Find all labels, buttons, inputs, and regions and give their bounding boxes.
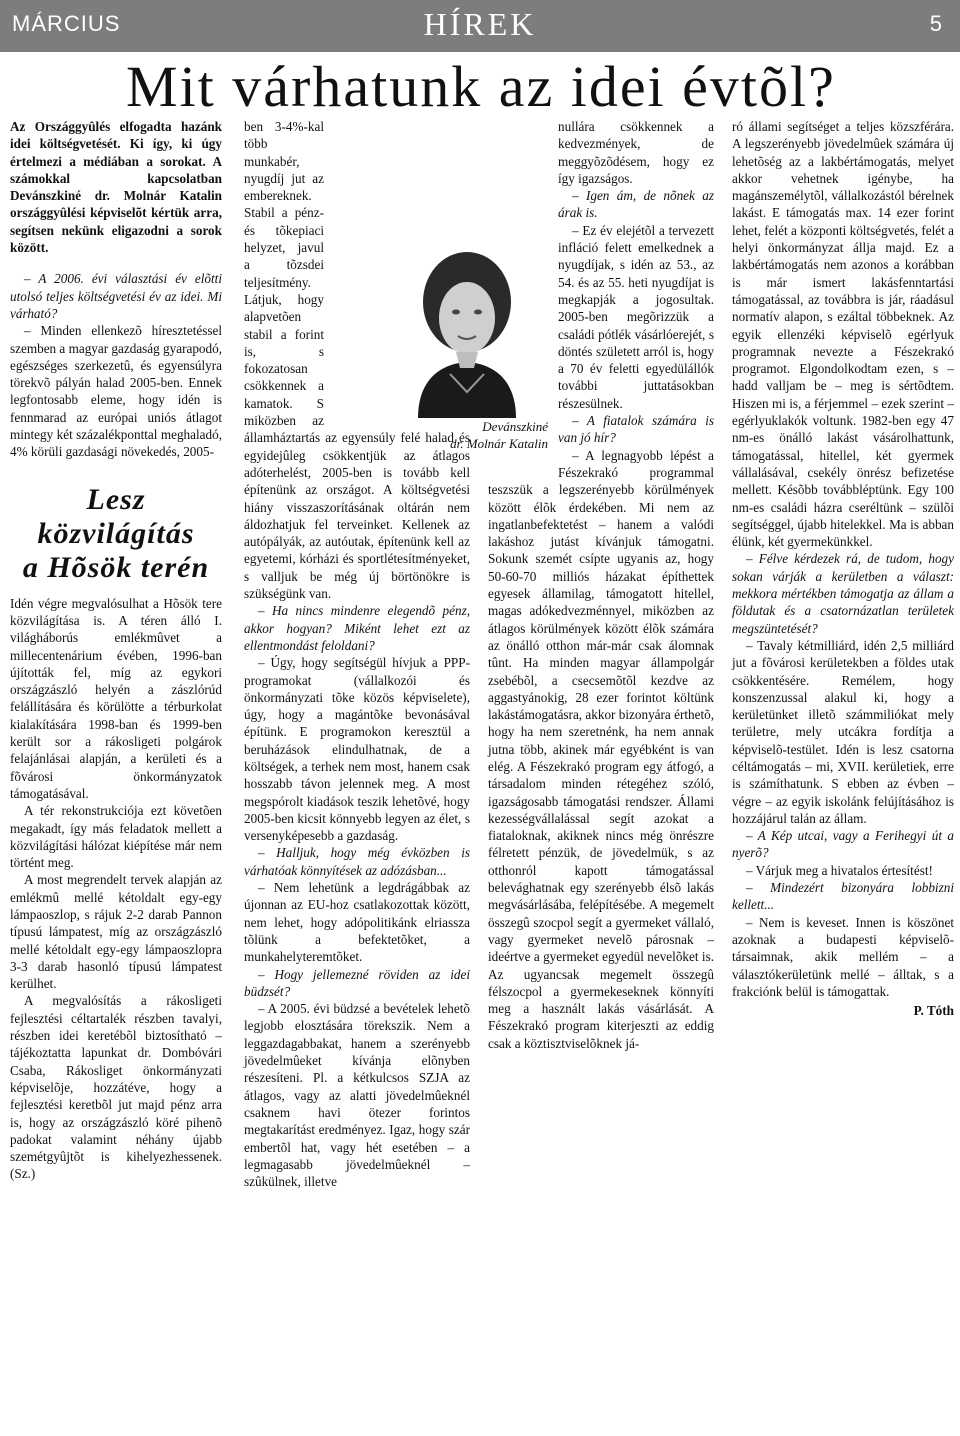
interview-question: – A fiatalok számára is van jó hír? [558, 413, 714, 446]
sidebar-title [10, 483, 222, 585]
sidebar-title-line-2: a Hõsök terén [22, 550, 210, 584]
column-1 [10, 118, 222, 1183]
interview-question: – A Kép utcai, vagy a Ferihegyi út a nyerõ? [732, 828, 954, 861]
interview-answer: – Minden ellenkezõ híresztetéssel szemben a magyar gazdaság gyarapodó, egészséges szerkezetû, és egyensúlyra törekvõ pályán halad 2005-ben. Ennek legfontosabb eleme, hogy idén is fennmarad az európai uniós átlagot mintegy két százalékponttal meghaladó, 4% körüli gazdasági növekedés, 2005- [10, 323, 223, 460]
interview-answer: – A legnagyobb lépést a Fészekrakó programmal teszszük a legszerényebb körülmények között élõk érdekében. Mi nem az ingatlanbefektetést – hanem a valódi lakáshoz jutást kívánjuk támogatni. Sokunk szemét csípte ugyanis az, hogy 50-60-70 milliós házakat építhettek egyesek államilag, támogatott hitellel, magas adókedvezménnyel, miközben az átlagos körülmények között élõk számára az önálló otthon már-már csak álomnak tûnt. Ha minden magyar állampolgár zsebébõl, a csecsemõtõl kezdve az aggastyánokig, 28 ezer forintot költünk lakástámogatásra, akkor bizonyára érthetõ, hogy ha nem szeretnénk, ha nem annak jutna több, akinek már egyébként is van elég. A Fészekrakó program egy átfogó, a társadalom minden rétegéhez szóló, igazságosabb támogatási rendszer. Állami kezességvállalással segít azokat a fiataloknak, akiknek nincs még önrészre félretett pénzük, de jövedelmük, s az otthonról kapott támogatással belevághatnak egy szerényebb élsõ lakás megvásárlásába, felépítésébe. A megemelt összegû szocpol segít a gyermeket vállaló, vagy gyermeket nevelõ párosnak – ideértve a gyermeket egyedül nevelõket is. Az ugyancsak megemelt összegû félszocpol a gyermekeseknek könnyíti meg a használt lakás vásárlását. A Fészekrakó program kiterjeszti az eddig csak a köztisztviselõknek já- [488, 447, 714, 1051]
interview-question: – Félve kérdezek rá, de tudom, hogy sokan várják a kerületben a választ: mekkora mértékben támogatja az állam a földutak és a csatornázatlan területek megszüntetését? [732, 551, 954, 636]
interview-answer: – Tavaly kétmilliárd, idén 2,5 milliárd jut a fõvárosi kerületekben a földes utak csökkentésére. Remélem, hogy konszenzussal alakul ki, hogy a kerületünket illetõ számmiliókat mely területre, mely utcákra fordítja a képviselõ-testület. Idén is lesz csatorna céltámogatás – mi, XVII. kerületiek, erre is számíthatunk. S ebben az évben – végre – az egyik iskolánk felújításához is hozzájárul talán az állam. [732, 637, 954, 826]
page-header [0, 0, 960, 52]
interview-question: – A 2006. évi választási év elõtti utolsó teljes költségvetési év az idei. Mi várható? [10, 271, 222, 321]
article-signature: P. Tóth [913, 1003, 954, 1019]
interview-answer: nullára csökkennek a kedvezmények, de meggyõzõdésem, hogy ez így igazságos. [558, 119, 714, 186]
header-section: HÍREK [423, 6, 537, 42]
header-month: MÁRCIUS [12, 11, 121, 36]
interview-answer: – Ez év elejétõl a tervezett infláció felett emelkednek a nyugdíjak, s idén az 53., az 54. és az 55. heti nyugdíjat is megkapják a jogosultak. 2005-ben megõrizzük a családi pótlék vásárlóerejét, s döntés született arról is, hogy a 70 év feletti egyedülállók további juttatásokban részesülnek. [558, 222, 714, 411]
interview-question: – Halljuk, hogy még évközben is várhatóak könnyítések az adózásban... [244, 845, 470, 878]
column-4-body [732, 118, 954, 1000]
column-4 [732, 118, 954, 1019]
sidebar-box [10, 483, 222, 1183]
interview-question: – Ha nincs mindenre elegendõ pénz, akkor hogyan? Miként lehet ezt az ellentmondást feloldani? [244, 603, 470, 653]
sidebar-paragraph: A tér rekonstrukciója ezt követõen megakadt, így más feladatok mellett a közvilágítási hálózat kiépítése már nem történt meg. [10, 803, 222, 871]
interview-answer: ró állami segítséget a teljes közszférára. A legszerényebb jövedelmûek számára új lehetõség az a lakbértámogatás, melyet akkor vehetnek igénybe, ha magánszemélytõl, vállalkozástól bérelnek lakást. E támogatás max. 14 ezer forint lehet, felét a központi költségvetés, felét a helyi önkormányzat állja majd. Ez a lakbértámogatás nem azonos a korábban is már ismert lakásfenntartási támogatással, az továbbra is jár, ráadásul normatív alapon, s ezáltal többeknek. Az egyik ellenzéki képviselõ egérlyuk programnak nevezte a Fészekrakó programot. Elgondolkodtam ezen, s – hadd valljam be – meg is sértõdtem. Hiszen mi is, a férjemmel – ezek szerint – egérlyuklakók voltunk. 1982-ben egy 47 nm-es önálló lakást vásárolhattunk, támogatással, hitellel, két gyermek vállalásával, csekély önrész befizetése mellett. Késõbb továbbléptünk. Egy 100 nm-es családi házra cseréltünk – szülõi segítséggel, újabb hitelekkel. Ma is abban élünk, két gyermekünkkel. [732, 119, 954, 550]
sidebar-paragraph: A most megrendelt tervek alapján az emlékmû mellé kétoldalt egy-egy lámpaoszlop, s rájuk 2-2 darab Pannon típusú lámpatest, míg az országzászló mellé kétoldalt egy-egy lámpaoszlopra 3-3 darab hasonló típusú lámpatest kerülhet. [10, 872, 222, 992]
article-title: Mit várhatunk az idei évtõl? [126, 54, 836, 119]
column-1-body [10, 270, 222, 460]
interview-question: – Igen ám, de nõnek az árak is. [558, 188, 714, 221]
interview-answer: – Úgy, hogy segítségül hívjuk a PPP-programokat (vállalkozói és önkormányzati tõke közös képviselete), úgy, hogy a magántõke bevonásával építünk. E programokon keresztül a beruházások elindulhatnak, de a költségek, a terhek nem most, hanem csak hosszabb távon jelennek meg. A most megspórolt kiadások teszik lehetõvé, hogy 2005-ben kicsit könnyebb legyen az élet, s versenyképesebb a gazdaság. [244, 655, 470, 844]
sidebar-body [10, 595, 222, 1183]
sidebar-paragraph: Idén végre megvalósulhat a Hõsök tere közvilágítása is. A téren álló I. világháborús emlékmûvet a millecentenárium évében, 1996-ban újították fel, míg az egykori országzászló helyén a zászlórúd felállítására és körülötte a térburkolat kialakítására 1998-ban és 1999-ben került sor a rákosligeti polgárok felajánlásai alapján, a kerületi és a fõvárosi önkormányzatok támogatásával. [10, 595, 222, 801]
interview-answer: – Nem is keveset. Innen is köszönet azoknak a budapesti képviselõ-társaimnak, akik mellém – a választókerületünk mellé – álltak, s a frakciónk belül is támogattak. [732, 914, 954, 999]
photo-caption-line-2: dr. Molnár Katalin [450, 436, 548, 451]
article-lead: Az Országgyûlés elfogadta hazánk idei költségvetését. Ki így, ki úgy értelmezi a médiában a sorokat. A számokkal kapcsolatban Devánszkiné dr. Molnár Katalin országgyûlési képviselõt kértük arra, segítsen nekünk eligazodni a sorok között. [10, 119, 222, 256]
interview-answer: – A 2005. évi büdzsé a bevételek lehetõ legjobb elosztására törekszik. Nem a leggazdagabbakat, hanem a szerényebb jövedelmûeket kívánja elõnyben részesíteni. Pl. a kétkulcsos SZJA az átlagos, vagy az alatti jövedelmûeknél csaknem havi ötezer forintos megtakarítást eredményez. Igaz, hogy szár embertõl hat, vagy hét esetében – a legmagasabb jövedelmûeknél – szûkülnek, illetve [244, 1001, 470, 1190]
column-3 [488, 118, 714, 1052]
interview-question: – Hogy jellemezné röviden az idei büdzsét? [244, 966, 470, 999]
header-page-number: 5 [929, 11, 942, 36]
sidebar-paragraph: A megvalósítás a rákosligeti fejlesztési céltartalék részben tavalyi, részben idei keretébõl biztosítható – tájékoztatta lapunkat dr. Dombóvári Csaba, Rákosliget önkormányzati képviselõje, hozzátéve, hogy a fejlesztési keretbõl jut majd pénz arra is, hogy az országzászló köré pihenõ padokat valamint néhány újabb szemétgyûjtõt is kihelyezhessenek. (Sz.) [10, 993, 222, 1182]
interview-question: – Mindezért bizonyára lobbizni kellett... [732, 880, 954, 913]
photo-caption-line-1: Devánszkiné [482, 419, 548, 434]
sidebar-title-line-1: Lesz közvilágítás [37, 482, 195, 550]
interview-answer: – Nem lehetünk a legdrágábbak az újonnan az EU-hoz csatlakozottak között, nem lehet, hogy adópolitikánk elriassza tõlünk a befektetõket, a munkahelyteremtõket. [244, 880, 470, 965]
interview-answer: – Várjuk meg a hivatalos értesítést! [746, 862, 933, 878]
interview-answer: ben 3-4%-kal több munkabér, nyugdíj jut az embereknek. Stabil a pénz- és tõkepiaci helyzet, javul a tõzsdei teljesítmény. Látjuk, hogy alapvetõen stabil a forint is, s fokozatosan csökkennek a kamatok. S miközben az államháztartás az egyensúly felé halad és egyidejûleg csökkentjük az átlagos adóterhelést, 2005-ben is tovább kell építenünk az országot. A költségvetési hiány visszaszorításának oltárán nem áldozhatjuk fel terveinket. Kellenek az autópályák, az autóutak, építenünk kell az egyetemi, kórházi és sportlétesítményeket, s valljuk be még új börtönökre is szükségünk van. [244, 119, 470, 602]
